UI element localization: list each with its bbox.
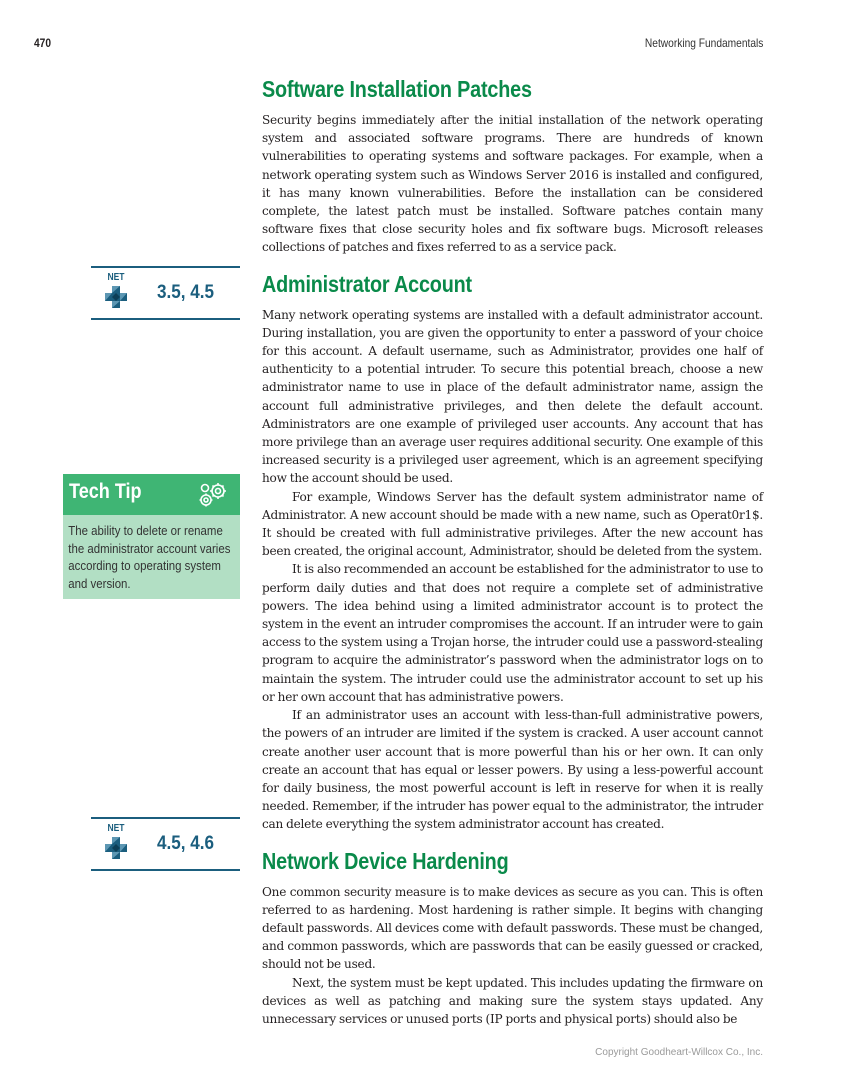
net-label: NET (107, 823, 125, 834)
paragraph: Many network operating systems are installed with a default administrator account. During installation, you are given the opportunity to enter a password of your choice for this account. A default username, such as Administrator, provides one half of authenticity to a potential intruder. To secure this potential breach, choose a new administrator name to use in place of the default administrator name, assign the account full administrative privileges, and then delete the default account. Administrators are one example of privileged user accounts. Any account that has more privilege than an average user requires additional security. One example of this increased security is a privileged user agreement, which is an agreement specifying how the account should be used. (262, 307, 763, 486)
running-head: Networking Fundamentals (644, 36, 763, 50)
tech-tip-title: Tech Tip (69, 480, 142, 503)
net-cross-icon (105, 837, 127, 859)
tech-tip-header (63, 474, 240, 515)
paragraph: Next, the system must be kept updated. This includes updating the firmware on devices as well as patching and making sure the system stays updated. Any unnecessary services or unused ports (IP ports and physical ports) should also be (262, 975, 763, 1026)
net-objectives: 3.5, 4.5 (157, 282, 215, 303)
section-heading: Software Installation Patches (262, 76, 532, 102)
paragraph: If an administrator uses an account with less-than-full administrative powers, the powers of an intruder are limited if the system is cracked. A user account cannot create another user account that is more powerful than his or her own. It can only create an account that has equal or lesser powers. By using a less-powerful account for daily business, the most powerful account is left in reserve for when it is really needed. Remember, if the intruder has power equal to the administrator, the intruder can delete everything the system administrator account has created. (262, 708, 763, 832)
section-administrator-account (262, 271, 763, 834)
gears-icon (196, 480, 230, 510)
copyright-notice: Copyright Goodheart-Willcox Co., Inc. (595, 1047, 763, 1058)
paragraph: It is also recommended an account be established for the administrator to use to perform daily duties and that does not require a complete set of administrative powers. The idea behind using a limited administrator account is to protect the system in the event an intruder compromises the account. If an intruder were to gain access to the system using a Trojan horse, the intruder could use a password-stealing program to acquire the administrator’s password when the administrator logs on to maintain the system. The intruder could use the administrator account to set up his or her own account that has administrative powers. (262, 562, 763, 704)
tech-tip-body: The ability to delete or rename the administrator account varies according to operating system and version. (68, 523, 231, 591)
net-cross-icon (105, 286, 127, 308)
section-heading: Network Device Hardening (262, 847, 509, 874)
paragraph: For example, Windows Server has the default system administrator name of Administrator. A new account should be made with a new name, such as Operat0r1$. It should be created with full administrative privileges. After the new account has been created, the original account, Administrator, should be deleted from the system. (262, 489, 763, 559)
page-number: 470 (34, 36, 52, 50)
section-network-device-hardening (262, 848, 763, 1029)
net-objective-marker (91, 266, 240, 320)
net-objectives: 4.5, 4.6 (157, 833, 215, 854)
main-column (262, 76, 763, 1039)
net-label: NET (107, 272, 125, 283)
paragraph: Security begins immediately after the initial installation of the network operating system and associated software programs. There are hundreds of known vulnerabilities to operating systems and software packages. For example, when a network operating system such as Windows Server 2016 is installed and configured, it has many known vulnerabilities. Before the installation can be considered complete, the latest patch must be installed. Software patches contain many software fixes that close security holes and fix software bugs. Microsoft releases collections of patches and fixes referred to as a service pack. (262, 113, 763, 255)
net-objective-marker (91, 817, 240, 871)
tech-tip-box (63, 474, 240, 599)
section-software-installation-patches (262, 76, 763, 257)
paragraph: One common security measure is to make devices as secure as you can. This is often referred to as hardening. Most hardening is rather simple. It begins with changing default passwords. All devices come with default passwords. These must be changed, and common passwords, which are passwords that can be easily guessed or cracked, should not be used. (262, 884, 763, 972)
section-heading: Administrator Account (262, 270, 472, 297)
